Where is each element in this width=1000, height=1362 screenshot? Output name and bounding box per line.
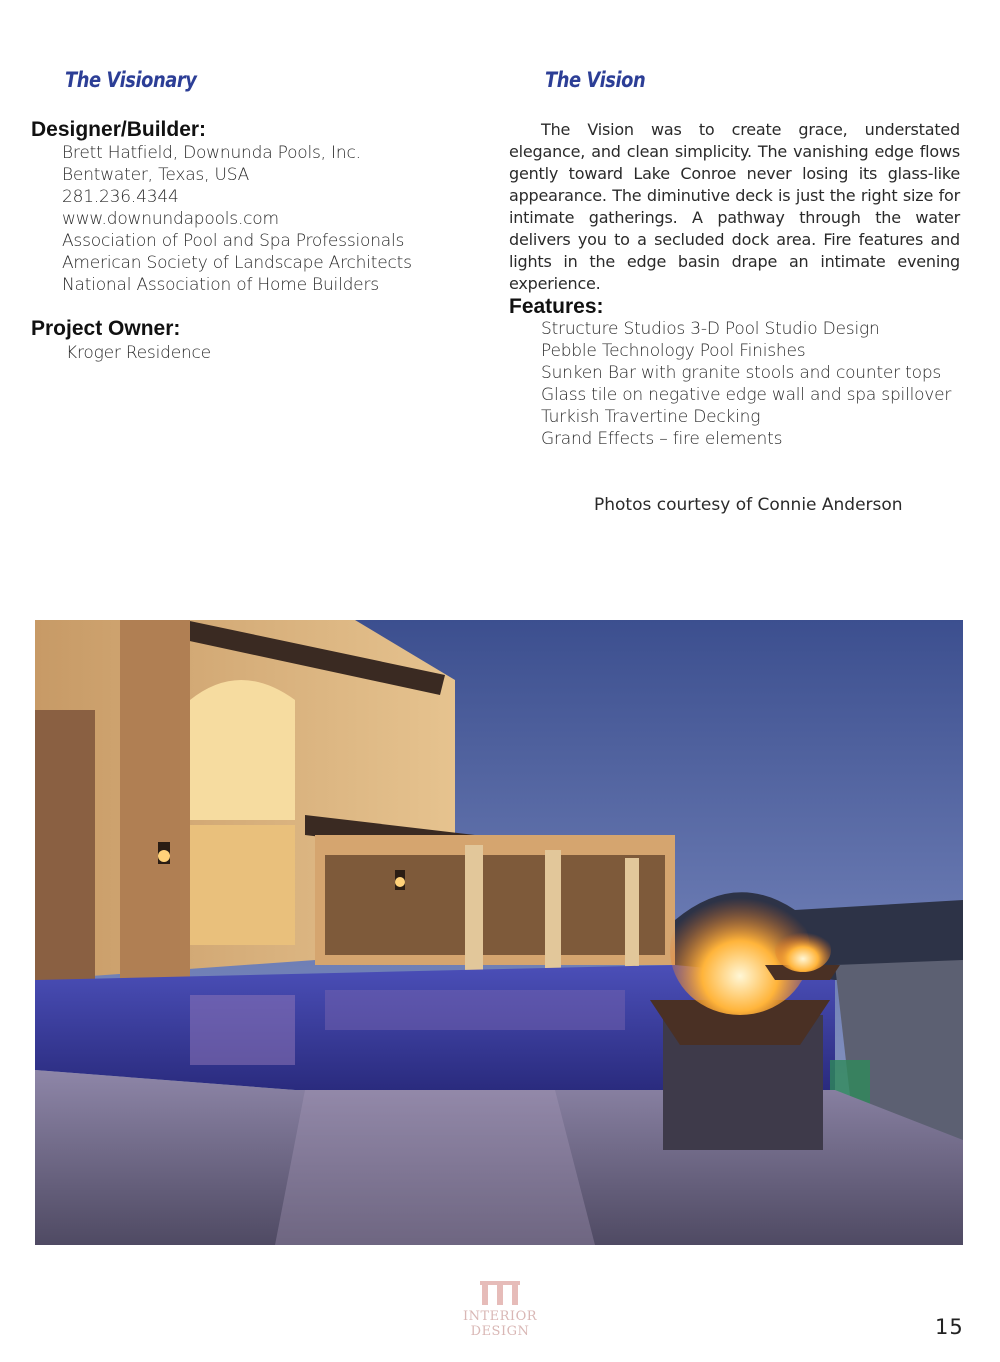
column [625, 858, 639, 973]
left-heading: The Visionary [65, 68, 197, 92]
feature-item: Sunken Bar with granite stools and counter tops [541, 363, 942, 383]
glass-wall [190, 825, 295, 945]
feature-item: Structure Studios 3-D Pool Studio Design [541, 319, 880, 339]
watermark-text: INTERIOR DESIGN [462, 1309, 538, 1339]
vision-paragraph: The Vision was to create grace, understated elegance, and clean simplicity. The vanishing edge flows gently toward Lake Conroe never losing its glass-like appearance. The diminutive deck is just the right size for intimate gatherings. A pathway through the water delivers you to a secluded dock area. Fire features and lights in the edge basin drape an intimate evening experience. [509, 120, 960, 293]
left-wall [35, 710, 95, 980]
designer-line-website: www.downundapools.com [62, 209, 279, 229]
reflection [325, 990, 625, 1030]
fire-flame [775, 928, 831, 972]
column [545, 850, 561, 975]
designer-label: Designer/Builder: [31, 118, 207, 141]
feature-item: Grand Effects – fire elements [541, 429, 783, 449]
designer-line-name: Brett Hatfield, Downunda Pools, Inc. [62, 143, 361, 163]
lantern-light [395, 877, 405, 887]
designer-line-association-2: American Society of Landscape Architects [62, 253, 412, 273]
watermark-logo-icon [478, 1279, 522, 1305]
designer-line-location: Bentwater, Texas, USA [62, 165, 250, 185]
designer-details [62, 142, 412, 296]
right-heading: The Vision [545, 68, 646, 92]
photo-credit: Photos courtesy of Connie Anderson [594, 495, 903, 515]
designer-line-phone: 281.236.4344 [62, 187, 179, 207]
feature-item: Turkish Travertine Decking [541, 407, 761, 427]
loggia-interior [325, 855, 665, 955]
feature-item: Glass tile on negative edge wall and spa spillover [541, 385, 952, 405]
reflection [190, 995, 295, 1065]
pool-photo [35, 620, 963, 1245]
tower-column [120, 620, 190, 980]
owner-value: Kroger Residence [66, 343, 211, 363]
watermark [441, 1279, 559, 1339]
features-label: Features: [509, 295, 604, 318]
lantern-light [158, 850, 170, 862]
page-number: 15 [935, 1315, 964, 1339]
arched-window [190, 680, 295, 820]
features-list [541, 318, 951, 450]
designer-line-association-1: Association of Pool and Spa Professionals [62, 231, 405, 251]
feature-item: Pebble Technology Pool Finishes [541, 341, 806, 361]
designer-line-association-3: National Association of Home Builders [62, 275, 379, 295]
column [465, 845, 483, 975]
deck-highlight [275, 1090, 595, 1245]
owner-label: Project Owner: [31, 317, 181, 340]
